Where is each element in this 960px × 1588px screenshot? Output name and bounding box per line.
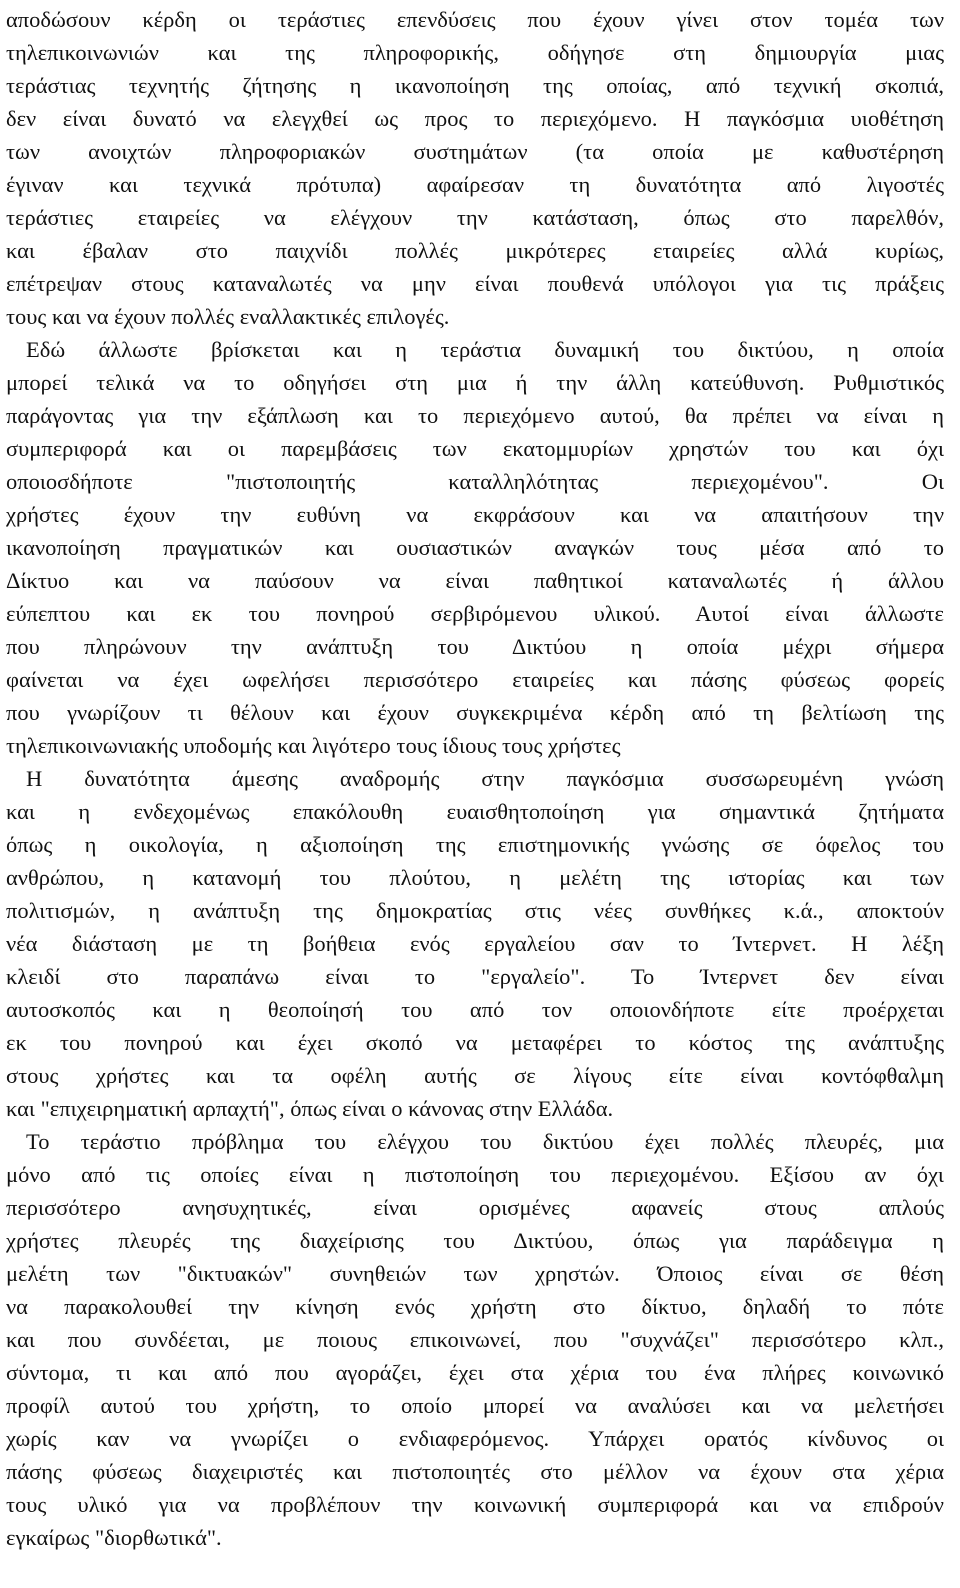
text-line: Η δυνατότητα άμεσης αναδρομής στην παγκόσμια συσσωρευμένη γνώση [26, 766, 944, 791]
text-line: πολιτισμών, η ανάπτυξη της δημοκρατίας στις νέες συνθήκες κ.ά., αποκτούν [6, 898, 944, 923]
text-line: Το τεράστιο πρόβλημα του ελέγχου του δικτύου έχει πολλές πλευρές, μια [26, 1129, 944, 1154]
text-line: εκ του πονηρού και έχει σκοπό να μεταφέρει το κόστος της ανάπτυξης [6, 1030, 944, 1055]
text-line: αποδώσουν κέρδη οι τεράστιες επενδύσεις που έχουν γίνει στον τομέα των [6, 7, 944, 32]
text-line: οποιοσδήποτε "πιστοποιητής καταλληλότητας περιεχομένου". Οι [6, 469, 944, 494]
text-line: Εδώ άλλωστε βρίσκεται και η τεράστια δυναμική του δικτύου, η οποία [26, 337, 944, 362]
text-line: ανθρώπου, η κατανομή του πλούτου, η μελέτη της ιστορίας και των [6, 865, 944, 890]
text-line: όπως η οικολογία, η αξιοποίηση της επιστημονικής γνώσης σε όφελος του [6, 832, 944, 857]
text-line: περισσότερο ανησυχητικές, είναι ορισμένες αφανείς στους απλούς [6, 1195, 944, 1220]
text-line: και "επιχειρηματική αρπαχτή", όπως είναι ο κάνονας στην Ελλάδα. [6, 1096, 614, 1121]
text-line: χρήστες πλευρές της διαχείρισης του Δικτύου, όπως για παράδειγμα η [6, 1228, 944, 1253]
text-line: μελέτη των "δικτυακών" συνηθειών των χρηστών. Όποιος είναι σε θέση [6, 1261, 944, 1286]
text-line: και που συνδέεται, με ποιους επικοινωνεί, που "συχνάζει" περισσότερο κλπ., [6, 1327, 944, 1352]
text-line: παράγοντας για την εξάπλωση και το περιεχόμενο αυτού, θα πρέπει να είναι η [6, 403, 944, 428]
text-line: έγιναν και τεχνικά πρότυπα) αφαίρεσαν τη δυνατότητα από λιγοστές [6, 172, 944, 197]
text-line: επέτρεψαν στους καταναλωτές να μην είναι πουθενά υπόλογοι για τις πράξεις [6, 271, 944, 296]
text-line: δεν είναι δυνατό να ελεγχθεί ως προς το περιεχόμενο. Η παγκόσμια υιοθέτηση [6, 106, 944, 131]
text-line: σύντομα, τι και από που αγοράζει, έχει στα χέρια του ένα πλήρες κοινωνικό [6, 1360, 944, 1385]
text-line: Δίκτυο και να παύσουν να είναι παθητικοί καταναλωτές ή άλλου [6, 568, 944, 593]
text-line: μόνο από τις οποίες είναι η πιστοποίηση του περιεχομένου. Εξίσου αν όχι [6, 1162, 944, 1187]
text-line: χωρίς καν να γνωρίζει ο ενδιαφερόμενος. Υπάρχει ορατός κίνδυνος οι [6, 1426, 944, 1451]
text-line: και έβαλαν στο παιχνίδι πολλές μικρότερες εταιρείες αλλά κυρίως, [6, 238, 944, 263]
text-line: τους και να έχουν πολλές εναλλακτικές επιλογές. [6, 304, 450, 329]
text-line: φαίνεται να έχει ωφελήσει περισσότερο εταιρείες και πάσης φύσεως φορείς [6, 667, 944, 692]
text-line: που γνωρίζουν τι θέλουν και έχουν συγκεκριμένα κέρδη από τη βελτίωση της [6, 700, 944, 725]
text-line: εγκαίρως "διορθωτικά". [6, 1525, 222, 1550]
text-line: νέα διάσταση με τη βοήθεια ενός εργαλείου σαν το Ίντερνετ. Η λέξη [6, 931, 944, 956]
text-line: αυτοσκοπός και η θεοποίησή του από τον οποιονδήποτε είτε προέρχεται [6, 997, 944, 1022]
text-line: συμπεριφορά και οι παρεμβάσεις των εκατομμυρίων χρηστών του και όχι [6, 436, 944, 461]
text-line: τεράστιας τεχνητής ζήτησης η ικανοποίηση της οποίας, από τεχνική σκοπιά, [6, 73, 944, 98]
text-line: πάσης φύσεως διαχειριστές και πιστοποιητές στο μέλλον να έχουν στα χέρια [6, 1459, 944, 1484]
text-line: που πληρώνουν την ανάπτυξη του Δικτύου η οποία μέχρι σήμερα [6, 634, 944, 659]
text-line: προφίλ αυτού του χρήστη, το οποίο μπορεί να αναλύσει και να μελετήσει [6, 1393, 944, 1418]
text-line: και η ενδεχομένως επακόλουθη ευαισθητοποίηση για σημαντικά ζητήματα [6, 799, 944, 824]
text-line: τεράστιες εταιρείες να ελέγχουν την κατάσταση, όπως στο παρελθόν, [6, 205, 944, 230]
text-line: τους υλικό για να προβλέπουν την κοινωνική συμπεριφορά και να επιδρούν [6, 1492, 944, 1517]
text-line: των ανοιχτών πληροφοριακών συστημάτων (τα οποία με καθυστέρηση [6, 139, 944, 164]
text-line: τηλεπικοινωνιακής υποδομής και λιγότερο τους ίδιους τους χρήστες [6, 733, 621, 758]
text-line: χρήστες έχουν την ευθύνη να εκφράσουν και να απαιτήσουν την [6, 502, 944, 527]
text-line: τηλεπικοινωνιών και της πληροφορικής, οδήγησε στη δημιουργία μιας [6, 40, 944, 65]
text-line: μπορεί τελικά να το οδηγήσει στη μια ή την άλλη κατεύθυνση. Ρυθμιστικός [6, 370, 944, 395]
text-line: κλειδί στο παραπάνω είναι το "εργαλείο". Το Ίντερνετ δεν είναι [6, 964, 944, 989]
text-line: εύπεπτου και εκ του πονηρού σερβιρόμενου υλικού. Αυτοί είναι άλλωστε [6, 601, 944, 626]
text-line: να παρακολουθεί την κίνηση ενός χρήστη στο δίκτυο, δηλαδή το πότε [6, 1294, 944, 1319]
text-line: ικανοποίηση πραγματικών και ουσιαστικών αναγκών τους μέσα από το [6, 535, 944, 560]
text-line: στους χρήστες και τα οφέλη αυτής σε λίγους είτε είναι κοντόφθαλμη [6, 1063, 944, 1088]
